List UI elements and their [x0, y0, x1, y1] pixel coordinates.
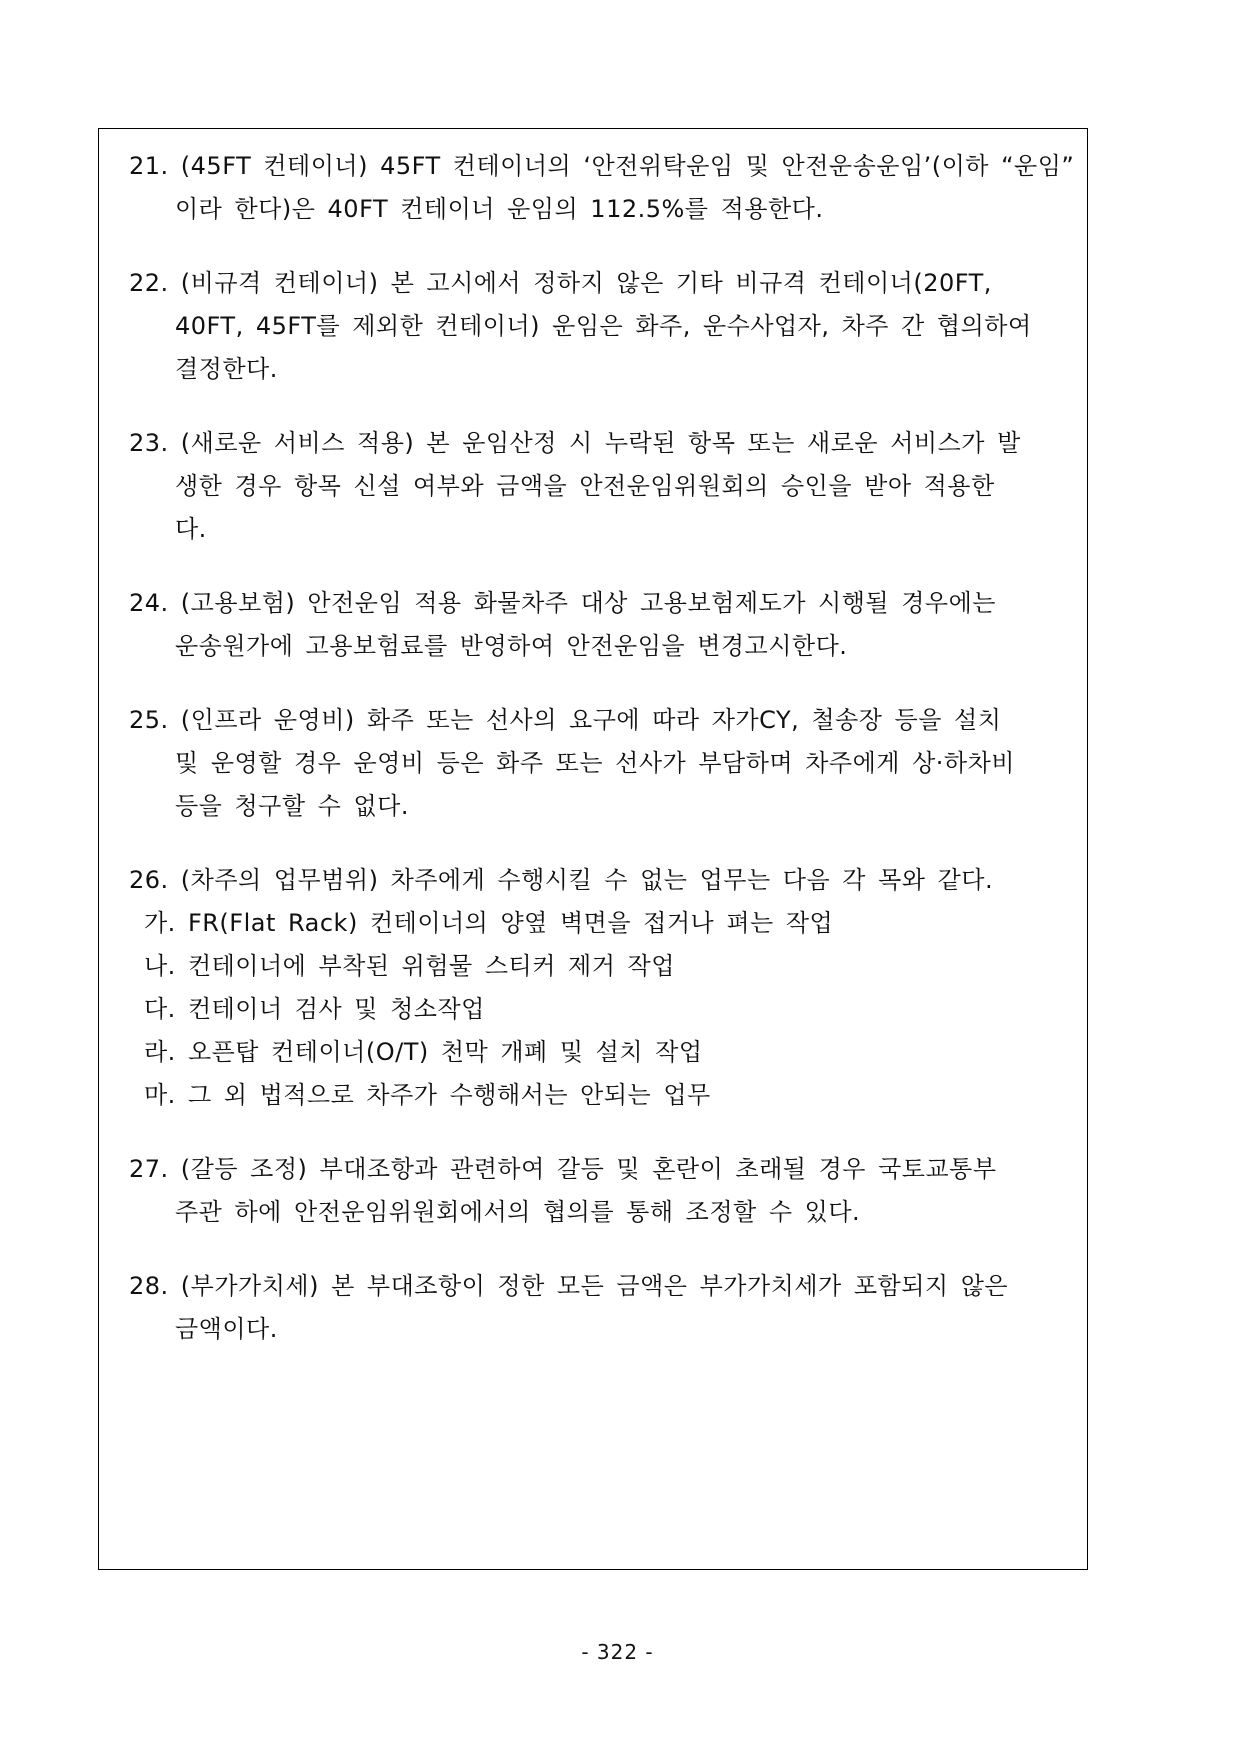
list-item: 마. 그 외 법적으로 차주가 수행해서는 안되는 업무 — [144, 1081, 711, 1109]
clause-27 — [129, 1148, 1079, 1234]
clauses-box — [98, 128, 1088, 1570]
clause-line: 24. (고용보험) 안전운임 적용 화물차주 대상 고용보험제도가 시행될 경우에는 — [129, 589, 996, 617]
clause-23 — [129, 422, 1079, 551]
clause-line: 금액이다. — [175, 1315, 278, 1343]
list-item: 가. FR(Flat Rack) 컨테이너의 양옆 벽면을 접거나 펴는 작업 — [144, 909, 834, 937]
clause-line: 주관 하에 안전운임위원회에서의 협의를 통해 조정할 수 있다. — [175, 1198, 861, 1226]
clause-22 — [129, 262, 1079, 391]
list-item: 다. 컨테이너 검사 및 청소작업 — [144, 995, 485, 1023]
clause-line: 26. (차주의 업무범위) 차주에게 수행시킬 수 없는 업무는 다음 각 목와 같다. — [129, 866, 994, 894]
clause-line: 28. (부가가치세) 본 부대조항이 정한 모든 금액은 부가가치세가 포함되지 않은 — [129, 1272, 1009, 1300]
clause-25 — [129, 699, 1079, 828]
clause-line: 이라 한다)은 40FT 컨테이너 운임의 112.5%를 적용한다. — [175, 195, 824, 223]
page-number: - 322 - — [581, 1640, 654, 1664]
clauses-content — [129, 145, 1079, 1382]
clause-line: 40FT, 45FT를 제외한 컨테이너) 운임은 화주, 운수사업자, 차주 간 협의하여 — [175, 312, 1032, 340]
clause-line: 운송원가에 고용보험료를 반영하여 안전운임을 변경고시한다. — [175, 632, 848, 660]
clause-line: 21. (45FT 컨테이너) 45FT 컨테이너의 ‘안전위탁운임 및 안전운송운임’(이하 “운임” — [129, 152, 1075, 180]
list-item: 나. 컨테이너에 부착된 위험물 스티커 제거 작업 — [144, 952, 675, 980]
clause-26-sub-list — [129, 902, 1079, 1117]
clause-28 — [129, 1265, 1079, 1351]
clause-line: 결정한다. — [175, 355, 278, 383]
clause-line: 다. — [175, 515, 207, 543]
clause-line: 27. (갈등 조정) 부대조항과 관련하여 갈등 및 혼란이 초래될 경우 국토교통부 — [129, 1155, 997, 1183]
clause-line: 25. (인프라 운영비) 화주 또는 선사의 요구에 따라 자가CY, 철송장 등을 설치 — [129, 706, 1002, 734]
clause-line: 등을 청구할 수 없다. — [175, 792, 409, 820]
clause-line: 22. (비규격 컨테이너) 본 고시에서 정하지 않은 기타 비규격 컨테이너(20FT, — [129, 269, 992, 297]
clause-line: 생한 경우 항목 신설 여부와 금액을 안전운임위원회의 승인을 받아 적용한 — [175, 472, 995, 500]
clause-line: 및 운영할 경우 운영비 등은 화주 또는 선사가 부담하며 차주에게 상·하차비 — [175, 749, 1015, 777]
clause-21 — [129, 145, 1079, 231]
list-item: 라. 오픈탑 컨테이너(O/T) 천막 개폐 및 설치 작업 — [144, 1038, 703, 1066]
clause-26 — [129, 859, 1079, 902]
clause-line: 23. (새로운 서비스 적용) 본 운임산정 시 누락된 항목 또는 새로운 서비스가 발 — [129, 429, 1021, 457]
clause-24 — [129, 582, 1079, 668]
